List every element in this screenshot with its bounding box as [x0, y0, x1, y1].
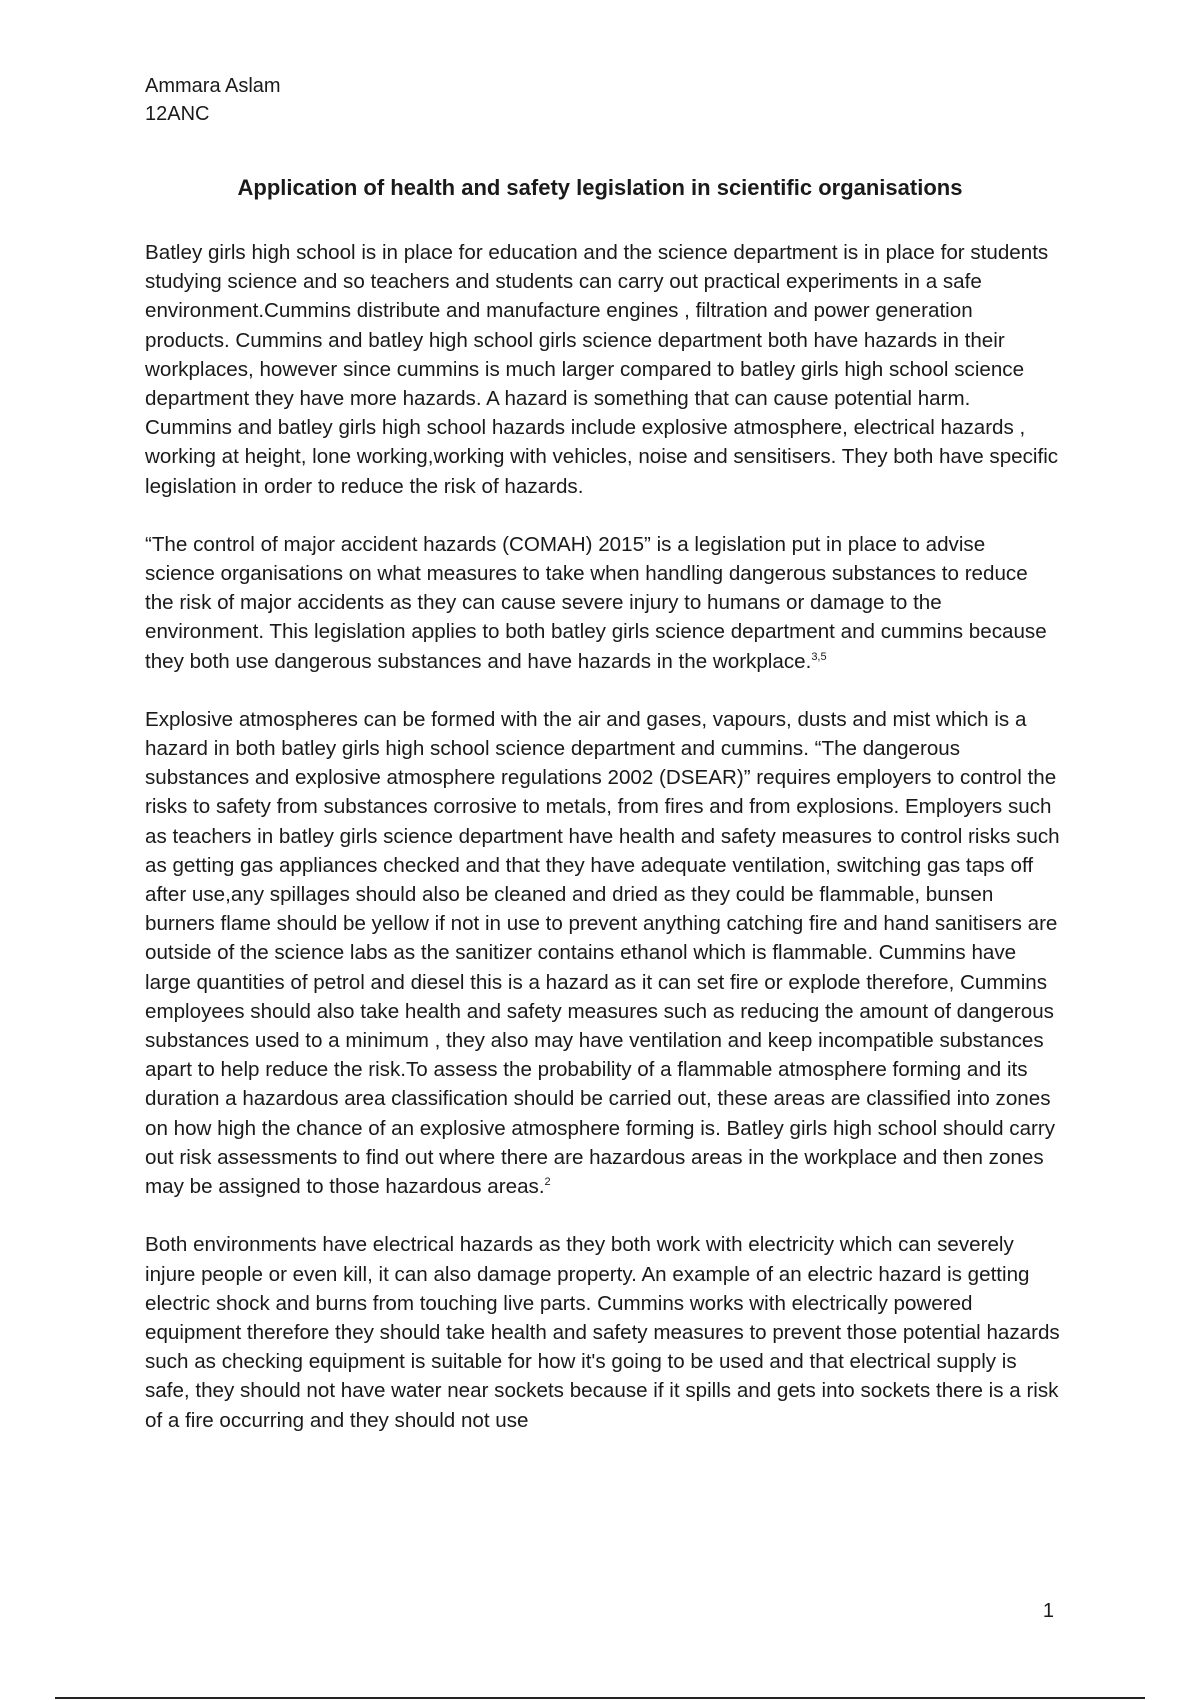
- reference-superscript: 2: [544, 1176, 551, 1189]
- reference-superscript: 3,5: [811, 650, 827, 663]
- paragraph-intro: [145, 238, 1060, 501]
- paragraph-explosive-atmospheres: [145, 705, 1060, 1201]
- page-bottom-divider: [55, 1697, 1145, 1699]
- document-title: Application of health and safety legislation in scientific organisations: [237, 175, 963, 200]
- class-code: 12ANC: [145, 103, 210, 125]
- page-number: 1: [1042, 1600, 1054, 1622]
- paragraph-text: Batley girls high school is in place for education and the science department is in place for students studying science and so teachers and students can carry out practical experiments in a safe environment.Cummins distribute and manufacture engines , filtration and power generation products. Cummins and batley high school girls science department both have hazards in their workplaces, however since cummins is much larger compared to batley girls high school science department they have more hazards. A hazard is something that can cause potential harm. Cummins and batley girls high school hazards include explosive atmosphere, electrical hazards , working at height, lone working,working with vehicles, noise and sensitisers. They both have specific legislation in order to reduce the risk of hazards.: [145, 241, 1059, 498]
- paragraph-text: “The control of major accident hazards (COMAH) 2015” is a legislation put in place to advise science organisations on what measures to take when handling dangerous substances to reduce the risk of major accidents as they can cause severe injury to humans or damage to the environment. This legislation applies to both batley girls science department and cummins because they both use dangerous substances and have hazards in the workplace.: [145, 532, 1047, 673]
- document-header: [145, 72, 281, 128]
- author-name: Ammara Aslam: [145, 75, 281, 97]
- paragraph-electrical-hazards: [145, 1230, 1060, 1434]
- paragraph-text: Explosive atmospheres can be formed with the air and gases, vapours, dusts and mist which is a hazard in both batley girls high school science department and cummins. “The dangerous substances and explosive atmosphere regulations 2002 (DSEAR)” requires employers to control the risks to safety from substances corrosive to metals, from fires and from explosions. Employers such as teachers in batley girls science department have health and safety measures to control risks such as getting gas appliances checked and that they have adequate ventilation, switching gas taps off after use,any spillages should also be cleaned and dried as they could be flammable, bunsen burners flame should be yellow if not in use to prevent anything catching fire and hand sanitisers are outside of the science labs as the sanitizer contains ethanol which is flammable. Cummins have large quantities of petrol and diesel this is a hazard as it can set fire or explode therefore, Cummins employees should also take health and safety measures such as reducing the amount of dangerous substances used to a minimum , they also may have ventilation and keep incompatible substances apart to help reduce the risk.To assess the probability of a flammable atmosphere forming and its duration a hazardous area classification should be carried out, these areas are classified into zones on how high the chance of an explosive atmosphere forming is. Batley girls high school should carry out risk assessments to find out where there are hazardous areas in the workplace and then zones may be assigned to those hazardous areas.: [145, 707, 1060, 1199]
- paragraph-comah: [145, 530, 1060, 676]
- paragraph-text: Both environments have electrical hazards as they both work with electricity which can severely injure people or even kill, it can also damage property. An example of an electric hazard is getting electric shock and burns from touching live parts. Cummins works with electrically powered equipment therefore they should take health and safety measures to prevent those potential hazards such as checking equipment is suitable for how it's going to be used and that electrical supply is safe, they should not have water near sockets because if it spills and gets into sockets there is a risk of a fire occurring and they should not use: [145, 1233, 1060, 1432]
- document-body: [145, 238, 1060, 1464]
